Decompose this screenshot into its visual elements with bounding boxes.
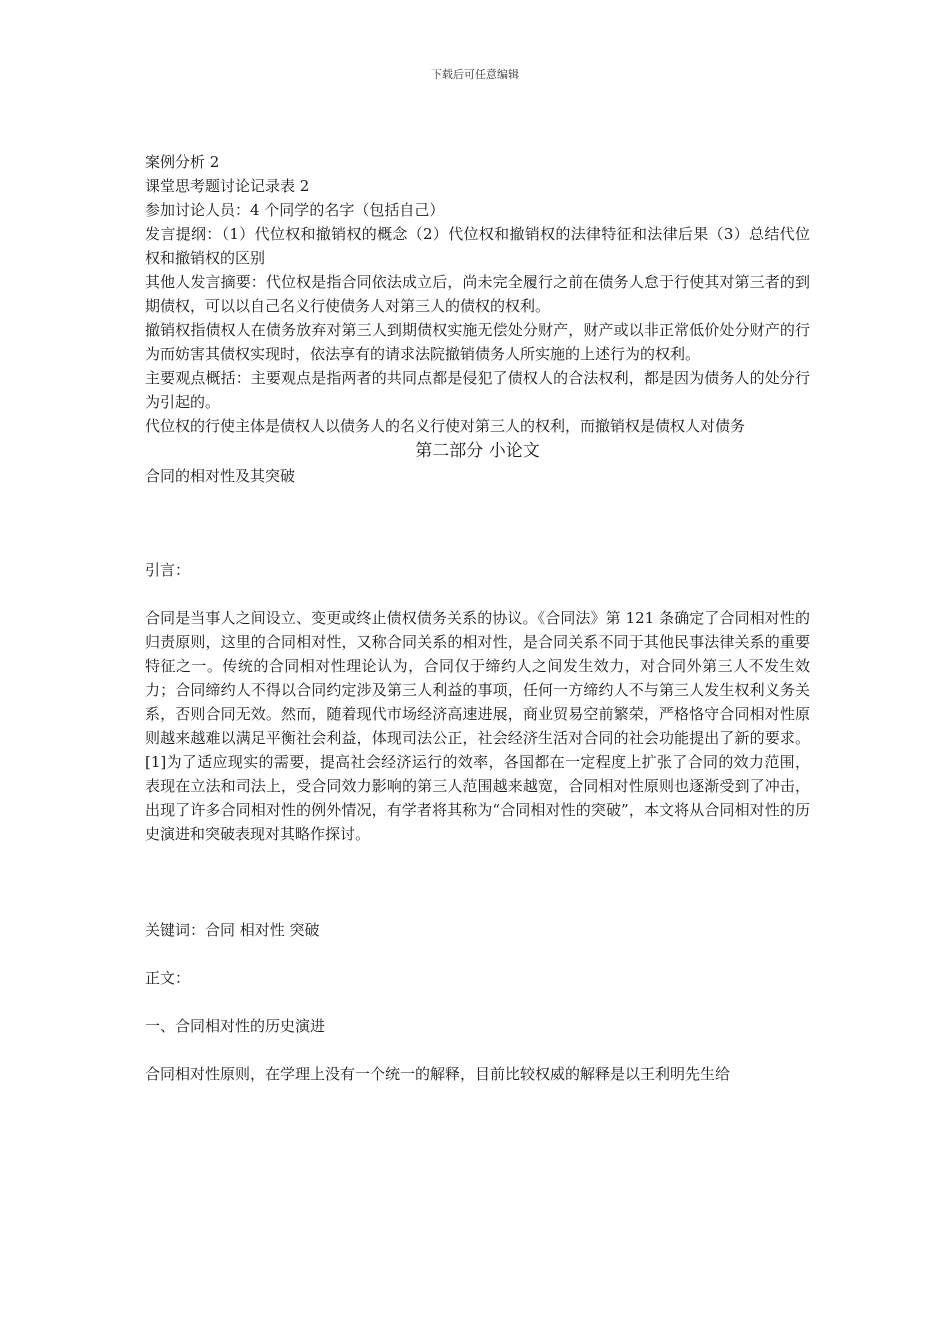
section-title: 第二部分 小论文 xyxy=(415,441,540,461)
document-body xyxy=(145,150,810,1086)
paragraph-1: 合同相对性原则，在学理上没有一个统一的解释，目前比较权威的解释是以王利明先生给 xyxy=(145,1065,731,1083)
heading-1: 一、合同相对性的历史演进 xyxy=(145,1017,326,1035)
main-points: 主要观点概括：主要观点是指两者的共同点都是侵犯了债权人的合法权利，都是因为债务人的处分行为引起的。 xyxy=(145,369,810,411)
revocation-definition: 撤销权指债权人在债务放弃对第三人到期债权实施无偿处分财产，财产或以非正常低价处分财产的行为而妨害其债权实现时，依法享有的请求法院撤销债务人所实施的上述行为的权利。 xyxy=(145,321,810,363)
body-label: 正文： xyxy=(145,969,191,987)
case-title: 案例分析 2 xyxy=(145,153,220,171)
others-summary: 其他人发言摘要：代位权是指合同依法成立后，尚未完全履行之前在债务人怠于行使其对第三者的到期债权，可以以自己名义行使债务人对第三人的债权的权利。 xyxy=(145,273,810,315)
intro-text: 合同是当事人之间设立、变更或终止债权债务关系的协议。《合同法》第 121 条确定了合同相对性的归责原则，这里的合同相对性，又称合同关系的相对性，是合同关系不同于其他民事法律关系的重要特征之一。传统的合同相对性理论认为，合同仅于缔约人之间发生效力，对合同外第三人不发生效力；合同缔约人不得以合同约定涉及第三人利益的事项，任何一方缔约人不与第三人发生权利义务关系，否则合同无效。然而，随着现代市场经济高速进展，商业贸易空前繁荣，严格恪守合同相对性原则越来越难以满足平衡社会利益，体现司法公正，社会经济生活对合同的社会功能提出了新的要求。[1]为了适应现实的需要，提高社会经济运行的效率，各国都在一定程度上扩张了合同的效力范围，表现在立法和司法上，受合同效力影响的第三人范围越来越宽，合同相对性原则也逐渐受到了冲击，出现了许多合同相对性的例外情况，有学者将其称为“合同相对性的突破”，本文将从合同相对性的历史演进和突破表现对其略作探讨。 xyxy=(145,609,810,843)
essay-title: 合同的相对性及其突破 xyxy=(145,467,296,485)
intro-label: 引言： xyxy=(145,561,191,579)
subrogation-subject: 代位权的行使主体是债权人以债务人的名义行使对第三人的权利，而撤销权是债权人对债务 xyxy=(145,417,746,435)
page-header-note: 下载后可任意编辑 xyxy=(431,68,519,81)
keywords: 关键词：合同 相对性 突破 xyxy=(145,921,320,939)
outline: 发言提纲：（1）代位权和撤销权的概念（2）代位权和撤销权的法律特征和法律后果（3）总结代位权和撤销权的区别 xyxy=(145,225,810,267)
participants: 参加讨论人员：4 个同学的名字（包括自己） xyxy=(145,201,445,219)
table-title: 课堂思考题讨论记录表 2 xyxy=(145,177,310,195)
